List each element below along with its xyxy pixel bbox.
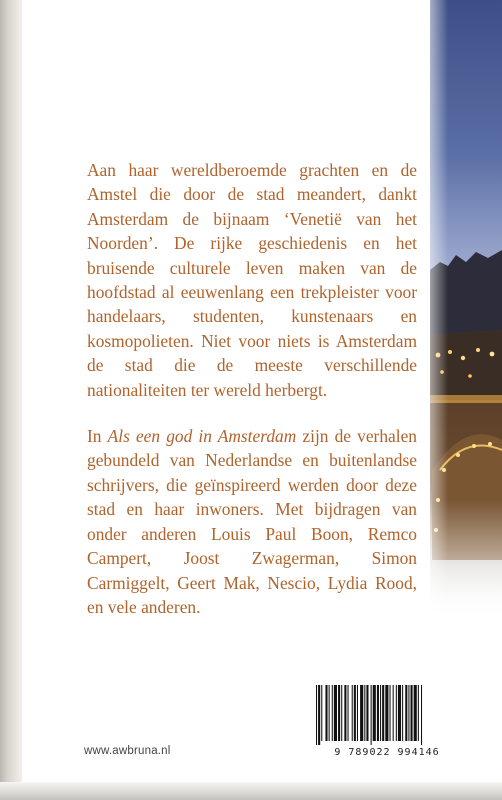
barcode-bar	[418, 685, 419, 741]
barcode-bar	[402, 685, 403, 741]
barcode-bars	[308, 681, 466, 747]
barcode-bar	[396, 685, 397, 741]
barcode-bar	[380, 685, 381, 741]
blurb-paragraph-1: Aan haar wereldberoemde grachten en de Amstel die door de stad meandert, dankt Amsterdam de bijnaam ‘Venetië van het Noorden’. De rijke geschiedenis en het bruisende culturele leven maken van de hoofdstad al eeuwenlang een trekpleister voor handelaars, studenten, kunstenaars en kosmopolieten. Niet voor niets is Amsterdam de stad die de meeste verschillende nationaliteiten ter wereld herbergt.	[87, 160, 417, 400]
barcode-bar	[352, 685, 353, 741]
barcode-bar	[360, 685, 363, 741]
barcode-bar	[357, 685, 358, 741]
barcode-bar	[338, 685, 340, 741]
barcode-bar	[414, 685, 417, 741]
barcode-bar	[341, 685, 342, 741]
barcode-bar	[348, 685, 349, 741]
spine-shadow	[0, 0, 22, 800]
book-title: Als een god in Amsterdam	[107, 426, 297, 447]
blurb-p2-prefix: In	[87, 426, 108, 447]
barcode-bar	[354, 685, 356, 741]
amsterdam-canal-photo	[430, 0, 502, 620]
publisher-website: www.awbruna.nl	[84, 745, 171, 757]
barcode-bar	[382, 685, 384, 741]
barcode-bar	[329, 685, 330, 741]
barcode-digits: 9 789022 994146	[334, 747, 440, 758]
barcode-bar	[390, 685, 391, 741]
barcode-bar	[411, 685, 413, 741]
barcode-bar	[371, 685, 372, 745]
barcode-bar	[398, 685, 401, 741]
barcode-bar	[405, 685, 407, 741]
barcode-bar	[366, 685, 368, 741]
barcode-bar	[316, 685, 317, 745]
barcode-bar	[364, 685, 365, 741]
barcode-bar	[373, 685, 376, 741]
barcode-bar	[318, 685, 320, 745]
barcode-bar	[325, 685, 327, 741]
blurb-p2-rest: zijn de verhalen gebundeld van Nederlandse en buitenlandse schrijvers, die geïnspireerd werden door deze stad en haar inwoners. Met bijdragen van onder anderen Louis Paul Boon, Remco Campert, Joost Zwagerman, Simon Carmiggelt, Geert Mak, Nescio, Lydia Rood, en vele anderen.	[87, 426, 417, 617]
barcode-bar	[332, 685, 333, 741]
barcode-bar	[408, 685, 409, 741]
blurb-paragraph-2	[87, 424, 417, 619]
barcode-bar	[334, 685, 337, 741]
back-cover-blurb	[87, 158, 417, 641]
barcode-bar	[377, 685, 379, 741]
barcode-bar	[421, 685, 422, 745]
barcode-bar	[393, 685, 394, 741]
page-edge	[0, 782, 502, 800]
barcode-bar	[344, 685, 346, 741]
barcode-bar	[321, 685, 322, 741]
barcode-bar	[385, 685, 388, 741]
isbn-barcode	[308, 681, 466, 765]
